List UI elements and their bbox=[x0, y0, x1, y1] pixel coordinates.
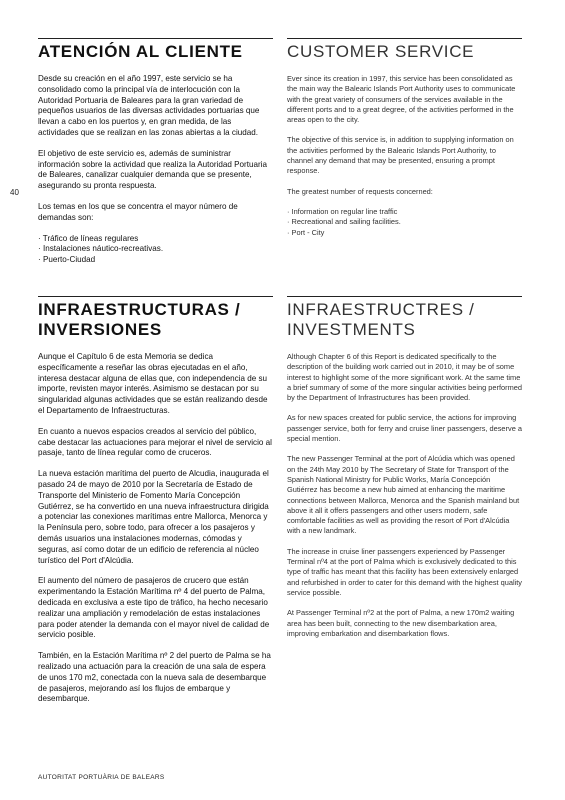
paragraph: The increase in cruise liner passengers experienced by Passenger Terminal nº4 at the port of Palma which is exclusively dedicated to this type of traffic has meant that this facility has been extensively enlarged and refurbished in order to cater for this demand with the highest quality service possible. bbox=[287, 546, 522, 597]
section-rule bbox=[38, 38, 273, 39]
paragraph: Los temas en los que se concentra el mayor número de demandas son: bbox=[38, 201, 238, 222]
section-rule bbox=[38, 296, 273, 297]
infrastructure-en bbox=[287, 296, 522, 649]
section-title-es: INFRAESTRUCTURAS / INVERSIONES bbox=[38, 300, 241, 339]
section-title-en: INFRAESTRUCTRES / INVESTMENTS bbox=[287, 300, 475, 339]
paragraph: En cuanto a nuevos espacios creados al servicio del público, cabe destacar las actuaciones para mejorar el nivel de servicio al pasaje, tanto de línea regular como de cruceros. bbox=[38, 426, 272, 458]
paragraph: As for new spaces created for public service, the actions for improving passenger service, both for ferry and cruise liner passengers, deserve a special mention. bbox=[287, 413, 522, 444]
paragraph: Desde su creación en el año 1997, este servicio se ha consolidado como la principal vía de interlocución con la Autoridad Portuaria de Baleares para la gran variedad de pequeños usuarios de las diversas actividades portuarias que llevan a cabo en los puertos y, en gran medida, de las actividades que se realizan en las zonas abiertas a la ciudad. bbox=[38, 74, 260, 137]
customer-service-en bbox=[287, 38, 522, 238]
request-list bbox=[287, 207, 522, 238]
section-title-es: ATENCIÓN AL CLIENTE bbox=[38, 42, 243, 61]
paragraph: Aunque el Capítulo 6 de esta Memoria se dedica específicamente a reseñar las obras ejecutadas en el año, interesa destacar alguna de ellas que, con independencia de su importe, revisten mayor interés. Asimismo se destacan por su singularidad algunas actividades que se están realizando desde el Departamento de Infraestructuras. bbox=[38, 352, 268, 415]
page-number: 40 bbox=[10, 188, 19, 197]
list-item: · Recreational and sailing facilities. bbox=[287, 217, 401, 227]
paragraph: El objetivo de este servicio es, además de suministrar información sobre la actividad que realiza la Autoridad Portuaria de Baleares, canalizar cualquier demanda que se presente, asegurando su pronta respuesta. bbox=[38, 148, 268, 191]
list-item: · Port - City bbox=[287, 227, 325, 237]
paragraph: At Passenger Terminal nº2 at the port of Palma, a new 170m2 waiting area has been built, connecting to the new disembarkation area, improving embarkation and disembarkation flows. bbox=[287, 608, 515, 638]
paragraph: La nueva estación marítima del puerto de Alcudia, inaugurada el pasado 24 de mayo de 2010 por la Secretaría de Estado de Transporte del Ministerio de Fomento María Concepción Gutiérrez, se ha convertido en una nueva infraestructura dirigida a potenciar las conexiones marítimas entre Mallorca, Menorca y la Península pero, sobre todo, para ofrecer a los pasajeros y demás usuarios una instalaciones modernas, cómodas y seguras, así como dotar de un edificio de referencia al núcleo turístico del Port d'Alcúdia. bbox=[38, 469, 269, 565]
paragraph: Although Chapter 6 of this Report is dedicated specifically to the description of the building work carried out in 2010, it may be of some interest to highlight some of the more significant work. At the same time a brief summary of some of the more singular activities being performed by the Department of Infrastructures has been provided. bbox=[287, 352, 522, 403]
list-item: · Instalaciones náutico-recreativas. bbox=[38, 244, 164, 254]
paragraph: También, en la Estación Marítima nº 2 del puerto de Palma se ha realizado una actuación para la creación de una sala de espera de unos 170 m2, conectada con la nueva sala de desembarque de pasajeros, mejorando así los flujos de embarque y desembarque. bbox=[38, 651, 271, 704]
paragraph: The greatest number of requests concerned: bbox=[287, 186, 433, 196]
list-item: · Puerto-Ciudad bbox=[38, 255, 96, 265]
customer-service-es bbox=[38, 38, 273, 266]
paragraph: Ever since its creation in 1997, this service has been consolidated as the main way the Balearic Islands Port Authority uses to communicate with the great variety of consumers of the services available in the different ports and to a great degree, of the activities performed in the areas open to the city. bbox=[287, 74, 516, 125]
paragraph: The new Passenger Terminal at the port of Alcúdia which was opened on the 24th May 2010 by The Secretary of State for Transport of the Spanish National Ministry for Public Works, María Concepción Gutiérrez has become a new hub aimed at enhancing the maritime connections between Mallorca, Menorca and the Spanish mainland but above it all it offers passengers and other users modern, safe comfortable facilities as well as providing the resort of Port d'Alcúdia with a new landmark. bbox=[287, 454, 520, 536]
list-item: · Information on regular line traffic bbox=[287, 206, 398, 216]
demand-list bbox=[38, 234, 273, 266]
section-title-en: CUSTOMER SERVICE bbox=[287, 42, 475, 61]
infrastructure-es bbox=[38, 296, 273, 715]
section-rule bbox=[287, 296, 522, 297]
section-rule bbox=[287, 38, 522, 39]
footer: AUTORITAT PORTUÀRIA DE BALEARS bbox=[38, 774, 165, 781]
list-item: · Tráfico de líneas regulares bbox=[38, 233, 139, 243]
paragraph: The objective of this service is, in addition to supplying information on the activities performed by the Balearic Islands Port Authority, to channel any demand that may be presented, ensuring a prompt response. bbox=[287, 135, 514, 176]
paragraph: El aumento del número de pasajeros de crucero que están experimentando la Estación Marítima nº 4 del puerto de Palma, dedicada en exclusiva a este tipo de tráfico, ha hecho necesario realizar una ampliación y remodelación de estas instalaciones para poder atender la demanda con el mayor nivel de calidad de servicio posible. bbox=[38, 576, 270, 640]
